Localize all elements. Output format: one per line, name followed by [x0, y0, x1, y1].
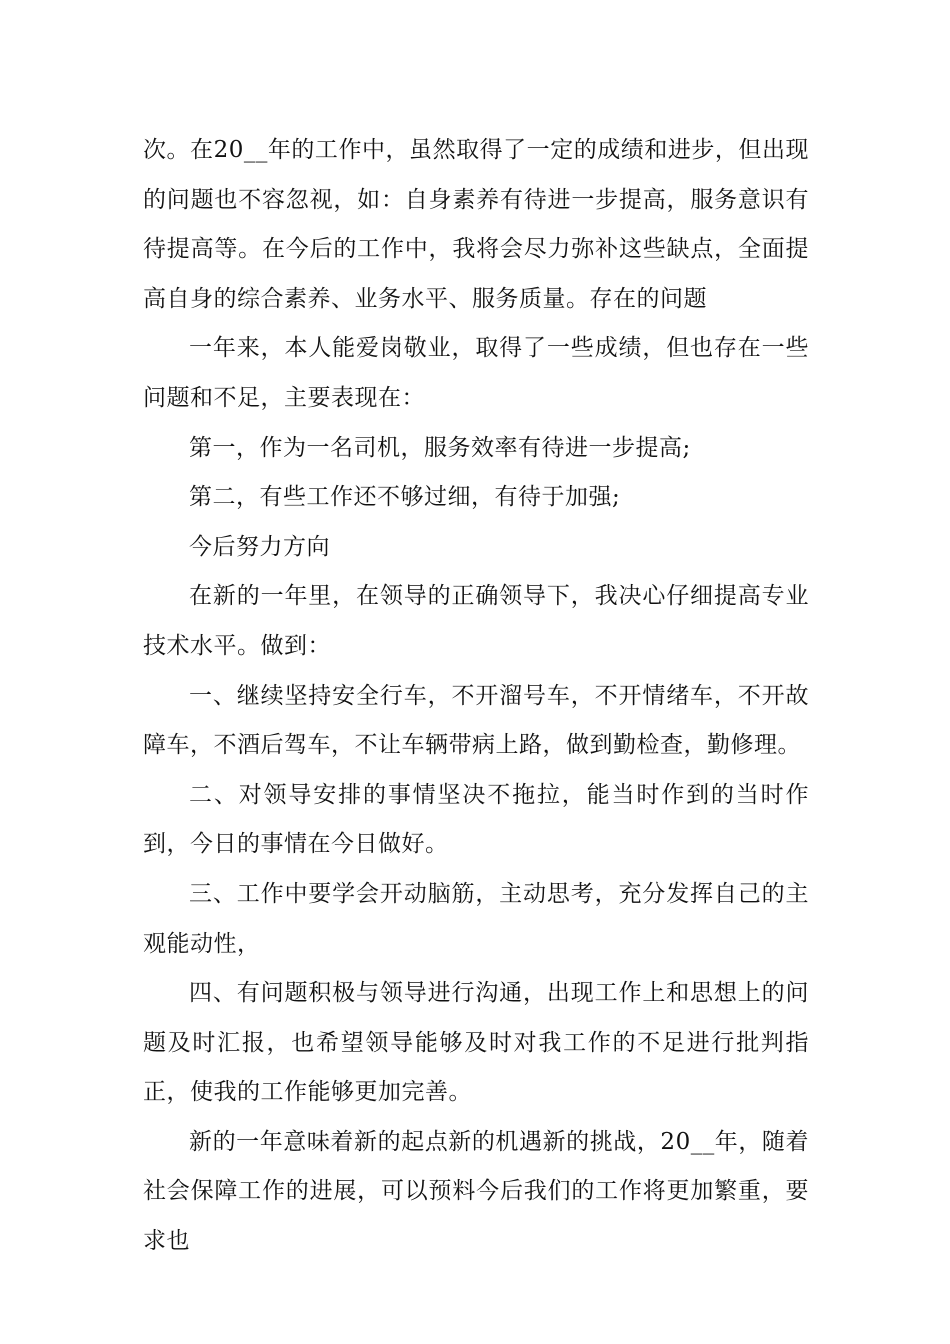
paragraph-point-one: 第一，作为一名司机，服务效率有待进一步提高; — [189, 434, 691, 461]
paragraph-closing: 新的一年意味着新的起点新的机遇新的挑战，20__年，随着社会保障工作的进展，可以预料今后我们的工作将更加繁重，要求也 — [143, 1128, 809, 1255]
paragraph-new-year-plan: 在新的一年里，在领导的正确领导下，我决心仔细提高专业技术水平。做到： — [143, 583, 809, 659]
paragraph-item-three: 三、工作中要学会开动脑筋，主动思考，充分发挥自己的主观能动性， — [143, 880, 809, 957]
document-body — [143, 126, 809, 1267]
paragraph-item-one: 一、继续坚持安全行车，不开溜号车，不开情绪车，不开故障车，不酒后驾车，不让车辆带病上路，做到勤检查，勤修理。 — [143, 682, 809, 759]
paragraph-item-four: 四、有问题积极与领导进行沟通，出现工作上和思想上的问题及时汇报，也希望领导能够及时对我工作的不足进行批判指正，使我的工作能够更加完善。 — [143, 980, 809, 1106]
paragraph-point-two: 第二，有些工作还不够过细，有待于加强; — [189, 484, 621, 511]
paragraph-continuation: 次。在20__年的工作中，虽然取得了一定的成绩和进步，但出现的问题也不容忽视，如：自身素养有待进一步提高，服务意识有待提高等。在今后的工作中，我将会尽力弥补这些缺点，全面提高自身的综合素养、业务水平、服务质量。存在的问题 — [143, 137, 809, 312]
paragraph-summary: 一年来，本人能爱岗敬业，取得了一些成绩，但也存在一些问题和不足，主要表现在： — [143, 335, 809, 411]
paragraph-item-two: 二、对领导安排的事情坚决不拖拉，能当时作到的当时作到，今日的事情在今日做好。 — [143, 781, 809, 858]
section-heading-direction: 今后努力方向 — [189, 533, 330, 560]
